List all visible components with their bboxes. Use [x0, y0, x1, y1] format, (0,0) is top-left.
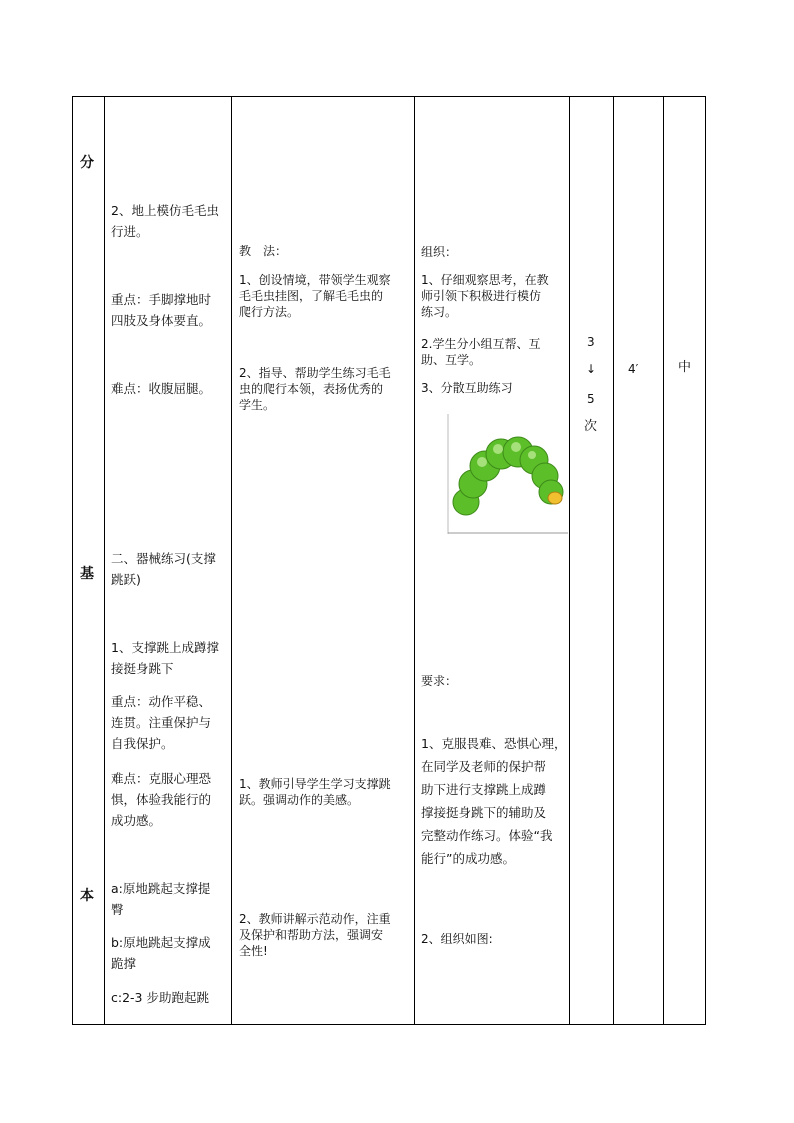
- section-char-fen: 分: [80, 155, 94, 171]
- method-2-line1: 2、指导、帮助学生练习毛毛: [239, 366, 391, 380]
- column-divider: [613, 96, 614, 1025]
- key-point-2-line3: 自我保护。: [111, 736, 174, 751]
- org-2-line2: 助、互学。: [421, 353, 482, 367]
- column-divider: [414, 96, 415, 1025]
- caterpillar-body: [453, 437, 563, 515]
- requirement-title: 要求：: [421, 674, 458, 688]
- req-1-line2: 在同学及老师的保护帮: [421, 759, 547, 774]
- org-2-line1: 2.学生分小组互帮、互: [421, 337, 541, 351]
- reps-max: 5: [587, 392, 595, 406]
- method-4-line1: 2、教师讲解示范动作，注重: [239, 912, 391, 926]
- content-item2-line2: 行进。: [111, 224, 149, 239]
- method-1-line3: 爬行方法。: [239, 305, 300, 319]
- column-divider: [231, 96, 232, 1025]
- req-1-line3: 助下进行支撑跳上成蹲: [421, 782, 547, 797]
- method-4-line2: 及保护和帮助方法，强调安: [239, 928, 384, 942]
- key-point-2-line1: 重点：动作平稳、: [111, 694, 212, 709]
- key-point-1-line1: 重点：手脚撑地时: [111, 292, 212, 307]
- step-b-line1: b:原地跳起支撑成: [111, 935, 211, 950]
- content-item2-line1: 2、地上模仿毛毛虫: [111, 203, 219, 218]
- org-1-line3: 练习。: [421, 305, 458, 319]
- difficulty-1: 难点：收腹屈腿。: [111, 381, 212, 396]
- organization-title: 组织：: [421, 245, 458, 259]
- step-a-line2: 臀: [111, 902, 124, 917]
- method-2-line3: 学生。: [239, 398, 276, 412]
- method-3-line1: 1、教师引导学生学习支撑跳: [239, 777, 391, 791]
- org-3: 3、分散互助练习: [421, 381, 513, 395]
- sub-item-1-line2: 接挺身跳下: [111, 661, 174, 676]
- key-point-2-line2: 连贯。注重保护与: [111, 715, 212, 730]
- req-1-line6: 能行”的成功感。: [421, 851, 515, 866]
- step-b-line2: 跪撑: [111, 956, 137, 971]
- method-4-line3: 全性!: [239, 944, 268, 958]
- reps-min: 3: [587, 335, 595, 349]
- apparatus-title-line2: 跳跃): [111, 572, 141, 587]
- caterpillar-head: [548, 492, 562, 504]
- org-1-line2: 师引领下积极进行模仿: [421, 289, 542, 303]
- req-1-line4: 撑接挺身跳下的辅助及: [421, 805, 547, 820]
- caterpillar-picture: [446, 414, 568, 534]
- key-point-1-line2: 四肢及身体要直。: [111, 313, 212, 328]
- req-1-line5: 完整动作练习。体验“我: [421, 828, 553, 843]
- apparatus-title-line1: 二、器械练习(支撑: [111, 551, 216, 566]
- column-divider: [569, 96, 570, 1025]
- method-1-line2: 毛毛虫挂图，了解毛毛虫的: [239, 289, 384, 303]
- step-a-line1: a:原地跳起支撑提: [111, 881, 211, 896]
- method-1-line1: 1、创设情境，带领学生观察: [239, 273, 391, 287]
- column-divider: [663, 96, 664, 1025]
- difficulty-2-line3: 成功感。: [111, 813, 162, 828]
- method-title: 教 法：: [239, 244, 288, 258]
- sub-item-1-line1: 1、支撑跳上成蹲撑: [111, 640, 219, 655]
- section-char-ben: 本: [80, 888, 94, 904]
- method-2-line2: 虫的爬行本领，表扬优秀的: [239, 382, 384, 396]
- intensity-value: 中: [678, 360, 692, 375]
- req-1-line1: 1、克服畏难、恐惧心理，: [421, 736, 567, 751]
- reps-unit: 次: [584, 419, 598, 434]
- difficulty-2-line1: 难点：克服心理恐: [111, 771, 212, 786]
- method-3-line2: 跃。强调动作的美感。: [239, 793, 360, 807]
- section-char-ji: 基: [80, 566, 94, 582]
- time-value: 4′: [628, 362, 639, 376]
- req-2: 2、组织如图:: [421, 932, 493, 946]
- step-c: c:2-3 步助跑起跳: [111, 990, 209, 1005]
- column-divider: [104, 96, 105, 1025]
- org-1-line1: 1、仔细观察思考，在教: [421, 273, 549, 287]
- reps-arrow: ↓: [586, 362, 597, 376]
- difficulty-2-line2: 惧，体验我能行的: [111, 792, 212, 807]
